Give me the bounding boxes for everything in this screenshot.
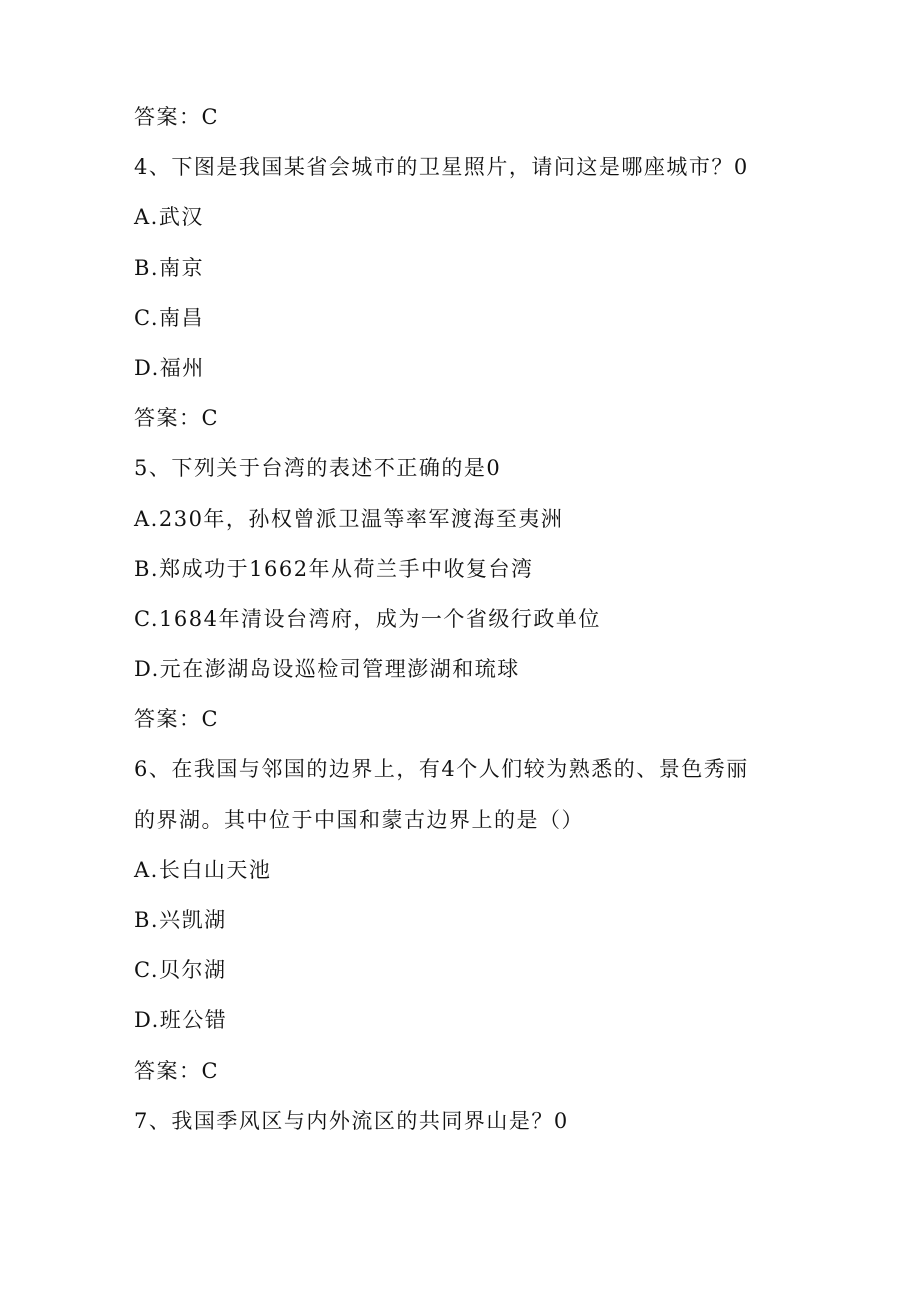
document-body [134, 92, 794, 1146]
question-6-continued: 的界湖。其中位于中国和蒙古边界上的是（） [134, 807, 584, 832]
option-line: D.班公错 [134, 1008, 228, 1033]
option-line: B.郑成功于1662年从荷兰手中收复台湾 [134, 556, 534, 581]
option-line: B.兴凯湖 [134, 908, 227, 932]
option-line: A.长白山天池 [134, 857, 272, 882]
option-line: A.武汉 [134, 205, 204, 230]
question-6: 6、在我国与邻国的边界上，有4个人们较为熟悉的、景色秀丽 [134, 757, 749, 782]
answer-line: 答案：C [134, 406, 220, 431]
question-7: 7、我国季风区与内外流区的共同界山是？0 [134, 1108, 569, 1133]
option-line: D.元在澎湖岛设巡检司管理澎湖和琉球 [134, 657, 520, 682]
question-5: 5、下列关于台湾的表述不正确的是0 [134, 456, 502, 481]
option-line: C.1684年清设台湾府，成为一个省级行政单位 [134, 606, 601, 631]
option-line: A.230年，孙权曾派卫温等率军渡海至夷洲 [134, 506, 564, 531]
option-line: D.福州 [134, 355, 205, 380]
answer-line: 答案：C [134, 105, 220, 129]
question-4: 4、下图是我国某省会城市的卫星照片，请问这是哪座城市？0 [134, 155, 749, 180]
option-line: C.贝尔湖 [134, 958, 227, 983]
answer-line: 答案：C [134, 1058, 220, 1083]
answer-line: 答案：C [134, 707, 220, 732]
option-line: C.南昌 [134, 305, 204, 330]
option-line: B.南京 [134, 255, 205, 280]
